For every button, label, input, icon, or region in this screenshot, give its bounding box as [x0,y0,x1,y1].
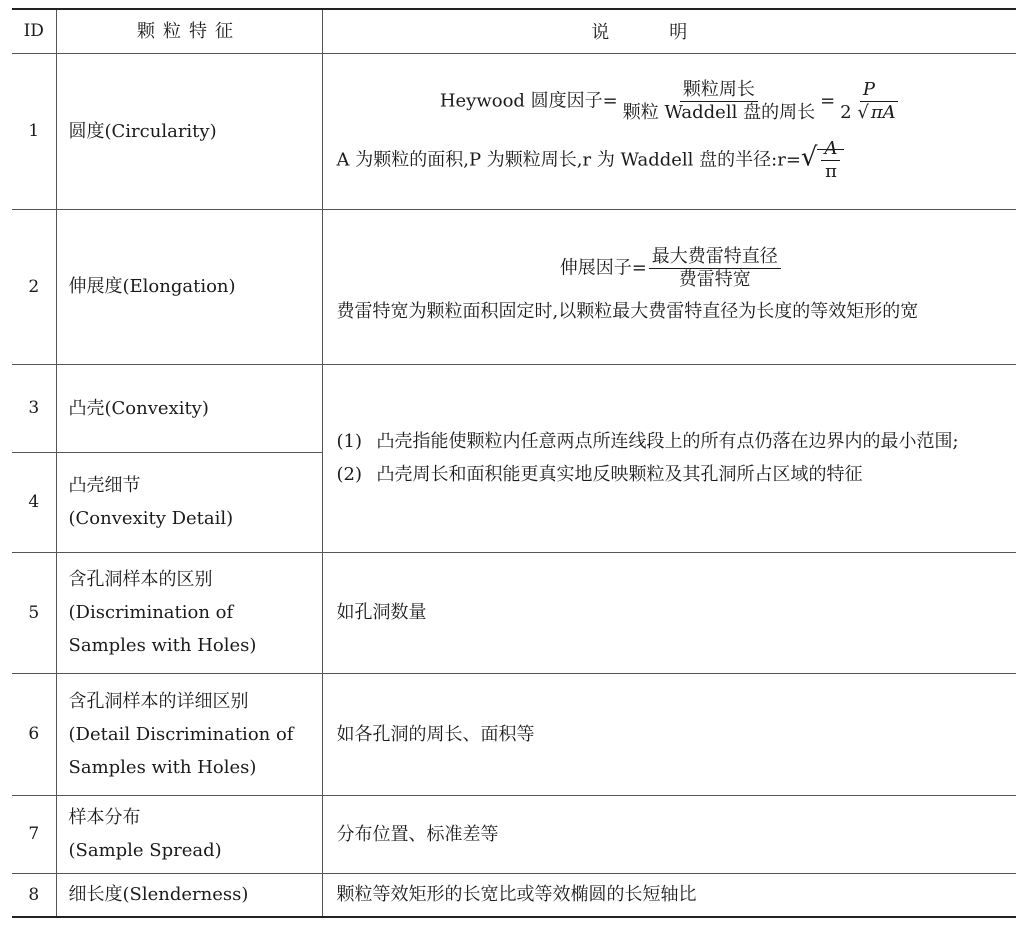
fraction-denominator: π [825,161,837,182]
fraction [620,79,818,124]
list-item [337,425,1007,458]
row-description: 如各孔洞的周长、面积等 [322,673,1016,795]
header-id: ID [12,9,56,53]
square-root: √ $\frac{A}{\pi}$ [801,138,845,183]
table-row [12,873,1016,917]
fraction-numerator: 颗粒周长 [680,79,758,102]
table-row [12,53,1016,209]
row-description: 颗粒等效矩形的长宽比或等效椭圆的长短轴比 [322,873,1016,917]
feature-line: 凸壳细节 [68,475,141,496]
fraction-denominator: 费雷特宽 [678,268,751,290]
convexity-list [337,425,1007,491]
radicand: πA [870,102,896,123]
header-description: 说明 [322,9,1016,53]
table-row [12,209,1016,364]
row-id: 6 [12,673,56,795]
fraction-numerator: A [821,138,840,161]
fraction-numerator: 最大费雷特直径 [649,246,781,269]
denominator-coefficient: 2 [840,102,852,123]
list-item [337,458,1007,491]
elongation-formula [337,246,1007,291]
row-feature [56,673,322,795]
list-index: (2) [336,464,362,485]
feature-line: 样本分布 [68,807,141,828]
feature-line: (Detail Discrimination of [68,723,294,745]
feature-line: (Discrimination of [68,602,234,623]
row-description [322,209,1016,364]
circularity-note [337,138,1007,183]
row-id: 7 [12,795,56,873]
feature-line: 含孔洞样本的区别 [68,569,213,590]
row-id: 2 [12,209,56,364]
feature-line: (Convexity Detail) [68,508,234,529]
row-id: 1 [12,53,56,209]
equals-sign: = [820,90,836,112]
row-description: 分布位置、标准差等 [322,795,1016,873]
header-feature: 颗粒特征 [56,9,322,53]
square-root: √ πA [857,102,896,123]
circularity-formula [337,79,1007,124]
fraction-denominator: 颗粒 Waddell 盘的周长 [622,102,816,123]
radicand [817,138,844,182]
list-text: 凸壳指能使颗粒内任意两点所连线段上的所有点仍落在边界内的最小范围; [376,431,959,452]
row-feature [56,452,322,552]
row-feature [56,795,322,873]
table-row [12,552,1016,673]
row-id: 4 [12,452,56,552]
row-feature: 伸展度(Elongation) [56,209,322,364]
formula-prefix: 伸展因子= [559,257,647,278]
list-text: 凸壳周长和面积能更真实地反映颗粒及其孔洞所占区域的特征 [376,464,863,485]
row-feature [56,552,322,673]
table-row [12,673,1016,795]
row-description [322,53,1016,209]
row-id: 3 [12,364,56,452]
feature-line: 含孔洞样本的详细区别 [68,690,249,712]
row-id: 8 [12,873,56,917]
row-feature: 圆度(Circularity) [56,53,322,209]
table-row [12,795,1016,873]
fraction [837,79,901,124]
fraction [821,138,840,183]
fraction-denominator [837,102,901,124]
row-description: 如孔洞数量 [322,552,1016,673]
note-text: A 为颗粒的面积,P 为颗粒周长,r 为 Waddell 盘的半径:r= [336,149,801,171]
row-id: 5 [12,552,56,673]
row-feature: 细长度(Slenderness) [56,873,322,917]
feature-line: Samples with Holes) [68,756,257,778]
table-row [12,364,1016,452]
formula-prefix: Heywood 圆度因子= [439,90,618,112]
list-index: (1) [336,431,362,452]
particle-features-table [12,8,1016,918]
convexity-description [322,364,1016,552]
fraction-numerator: P [860,79,878,102]
elongation-note: 费雷特宽为颗粒面积固定时,以颗粒最大费雷特直径为长度的等效矩形的宽 [336,300,919,322]
fraction [649,246,781,291]
row-feature: 凸壳(Convexity) [56,364,322,452]
feature-line: Samples with Holes) [68,635,257,656]
feature-line: (Sample Spread) [68,840,222,861]
